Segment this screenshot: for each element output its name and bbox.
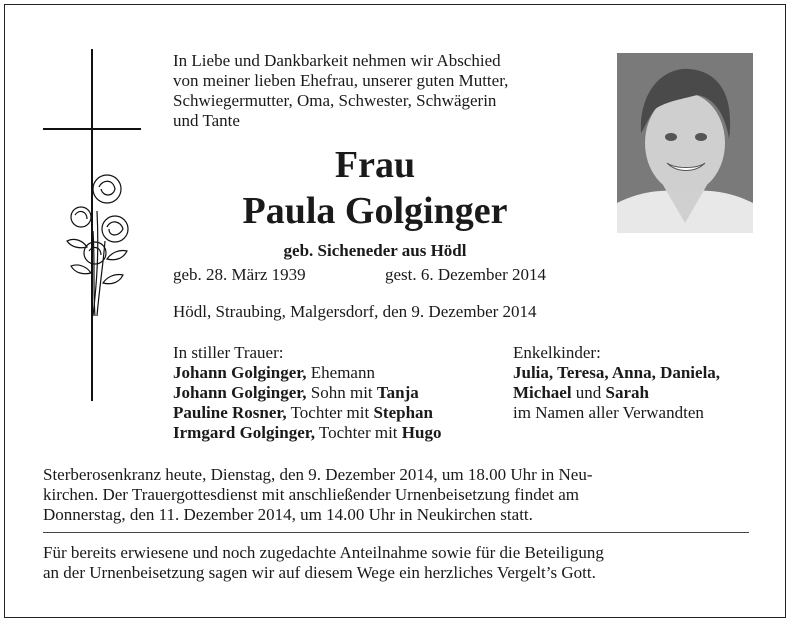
mourner-relation: Ehemann (306, 363, 375, 382)
list-item (173, 363, 513, 383)
grandchild-name: Sarah (605, 383, 650, 402)
rosary-line: Donnerstag, den 11. Dezember 2014, um 14.00 Uhr in Neukirchen statt. (43, 505, 533, 524)
rosary-announcement (43, 465, 749, 525)
mourner-name: Johann Golginger, (173, 363, 307, 382)
thanks-text (43, 543, 749, 583)
intro-line: Schwiegermutter, Oma, Schwester, Schwägerin (173, 91, 497, 110)
divider (43, 532, 749, 533)
roses-icon (57, 171, 137, 321)
portrait-photo (617, 53, 753, 233)
mourner-relation: Sohn mit (306, 383, 377, 402)
obituary-notice (4, 4, 786, 618)
rosary-line: Sterberosenkranz heute, Dienstag, den 9. Dezember 2014, um 18.00 Uhr in Neu- (43, 465, 593, 484)
cross-bar (43, 128, 141, 130)
thanks-line: Für bereits erwiesene und noch zugedachte Anteilnahme sowie für die Beteiligung (43, 543, 604, 562)
intro-line: und Tante (173, 111, 240, 130)
death-date: gest. 6. Dezember 2014 (385, 265, 546, 284)
mourning-heading: In stiller Trauer: (173, 343, 284, 362)
list-item (173, 403, 513, 423)
intro-text (173, 51, 593, 131)
list-item (173, 423, 513, 443)
intro-line: In Liebe und Dankbarkeit nehmen wir Abschied (173, 51, 501, 70)
grandchildren-names: Julia, Teresa, Anna, Daniela, (513, 363, 721, 382)
portrait-image (617, 53, 753, 233)
mourner-name: Johann Golginger, (173, 383, 307, 402)
grandchildren-list (513, 343, 763, 423)
intro-line: von meiner lieben Ehefrau, unserer guten Mutter, (173, 71, 509, 90)
mourners-list (173, 363, 513, 443)
mourner-name: Irmgard Golginger, (173, 423, 315, 442)
grandchildren-heading: Enkelkinder: (513, 343, 601, 362)
birth-name: geb. Sicheneder aus Hödl (283, 241, 467, 260)
mourner-partner: Hugo (401, 423, 442, 442)
list-item (173, 383, 513, 403)
grandchild-name: Michael (513, 383, 572, 402)
mourner-name: Pauline Rosner, (173, 403, 287, 422)
mourner-relation: Tochter mit (314, 423, 402, 442)
place-date: Hödl, Straubing, Malgersdorf, den 9. Dezember 2014 (173, 302, 537, 321)
mourner-relation: Tochter mit (286, 403, 374, 422)
mourner-partner: Tanja (376, 383, 419, 402)
birth-date: geb. 28. März 1939 (173, 265, 306, 284)
deceased-name: Paula Golginger (242, 190, 508, 232)
salutation: Frau (334, 144, 416, 186)
mourner-partner: Stephan (373, 403, 433, 422)
thanks-line: an der Urnenbeisetzung sagen wir auf diesem Wege ein herzliches Vergelt’s Gott. (43, 563, 596, 582)
relatives-line: im Namen aller Verwandten (513, 403, 704, 422)
conjunction: und (571, 383, 606, 402)
rosary-line: kirchen. Der Trauergottesdienst mit anschließender Urnenbeisetzung findet am (43, 485, 579, 504)
